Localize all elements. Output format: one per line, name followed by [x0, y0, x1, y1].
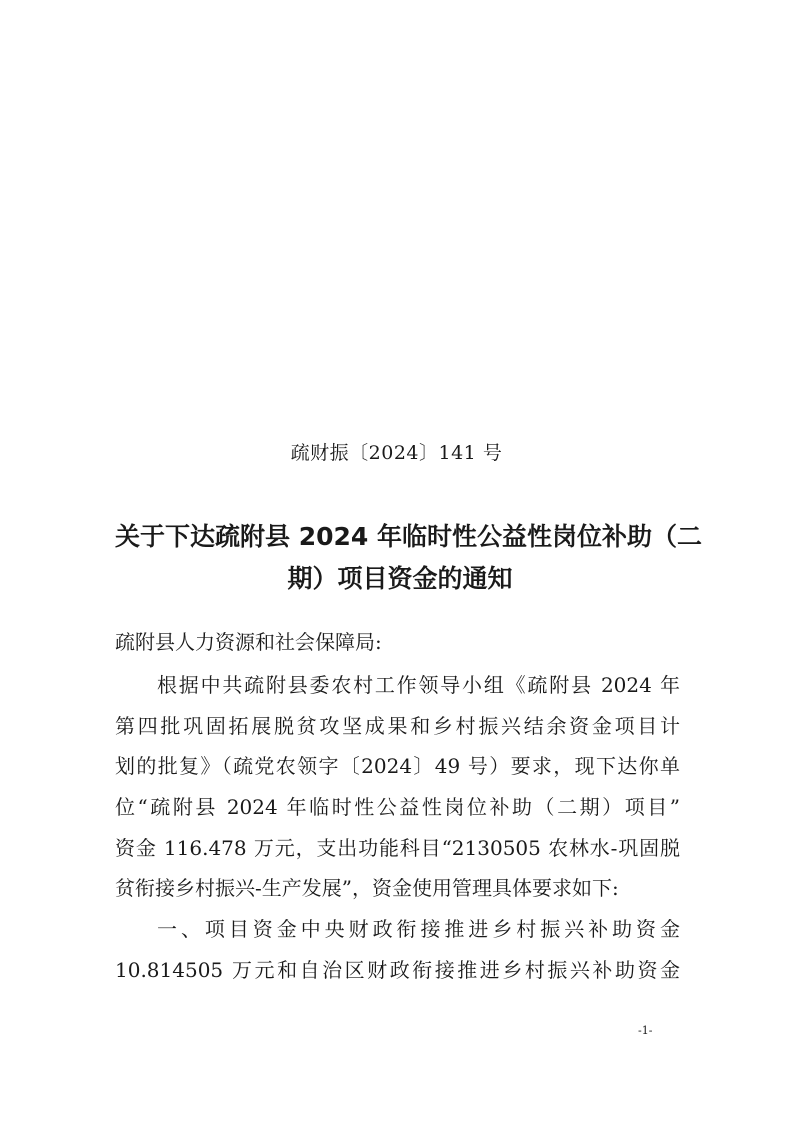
document-number: 疏财振〔2024〕141 号: [290, 442, 503, 464]
body-line: 一、项目资金中央财政衔接推进乡村振兴补助资金: [157, 917, 680, 942]
document-title: [115, 516, 702, 600]
body-line: 10.814505 万元和自治区财政衔接推进乡村振兴补助资金: [115, 957, 680, 982]
title-line-2: 期）项目资金的通知: [287, 564, 513, 593]
addressee: 疏附县人力资源和社会保障局:: [115, 630, 382, 654]
body-text: [115, 665, 680, 991]
title-line-1: 关于下达疏附县 2024 年临时性公益性岗位补助（二: [115, 522, 702, 551]
body-line: 第四批巩固拓展脱贫攻坚成果和乡村振兴结余资金项目计: [115, 713, 680, 738]
body-line: 划的批复》（疏党农领字〔2024〕49 号）要求，现下达你单: [115, 754, 680, 779]
body-line: 资金 116.478 万元，支出功能科目“2130505 农林水-巩固脱: [115, 835, 680, 860]
body-line: 贫衔接乡村振兴-生产发展”，资金使用管理具体要求如下:: [115, 876, 619, 901]
page-number: -1-: [638, 1024, 653, 1037]
body-line: 位“疏附县 2024 年临时性公益性岗位补助（二期）项目”: [115, 795, 680, 820]
body-line: 根据中共疏附县委农村工作领导小组《疏附县 2024 年: [157, 673, 680, 697]
